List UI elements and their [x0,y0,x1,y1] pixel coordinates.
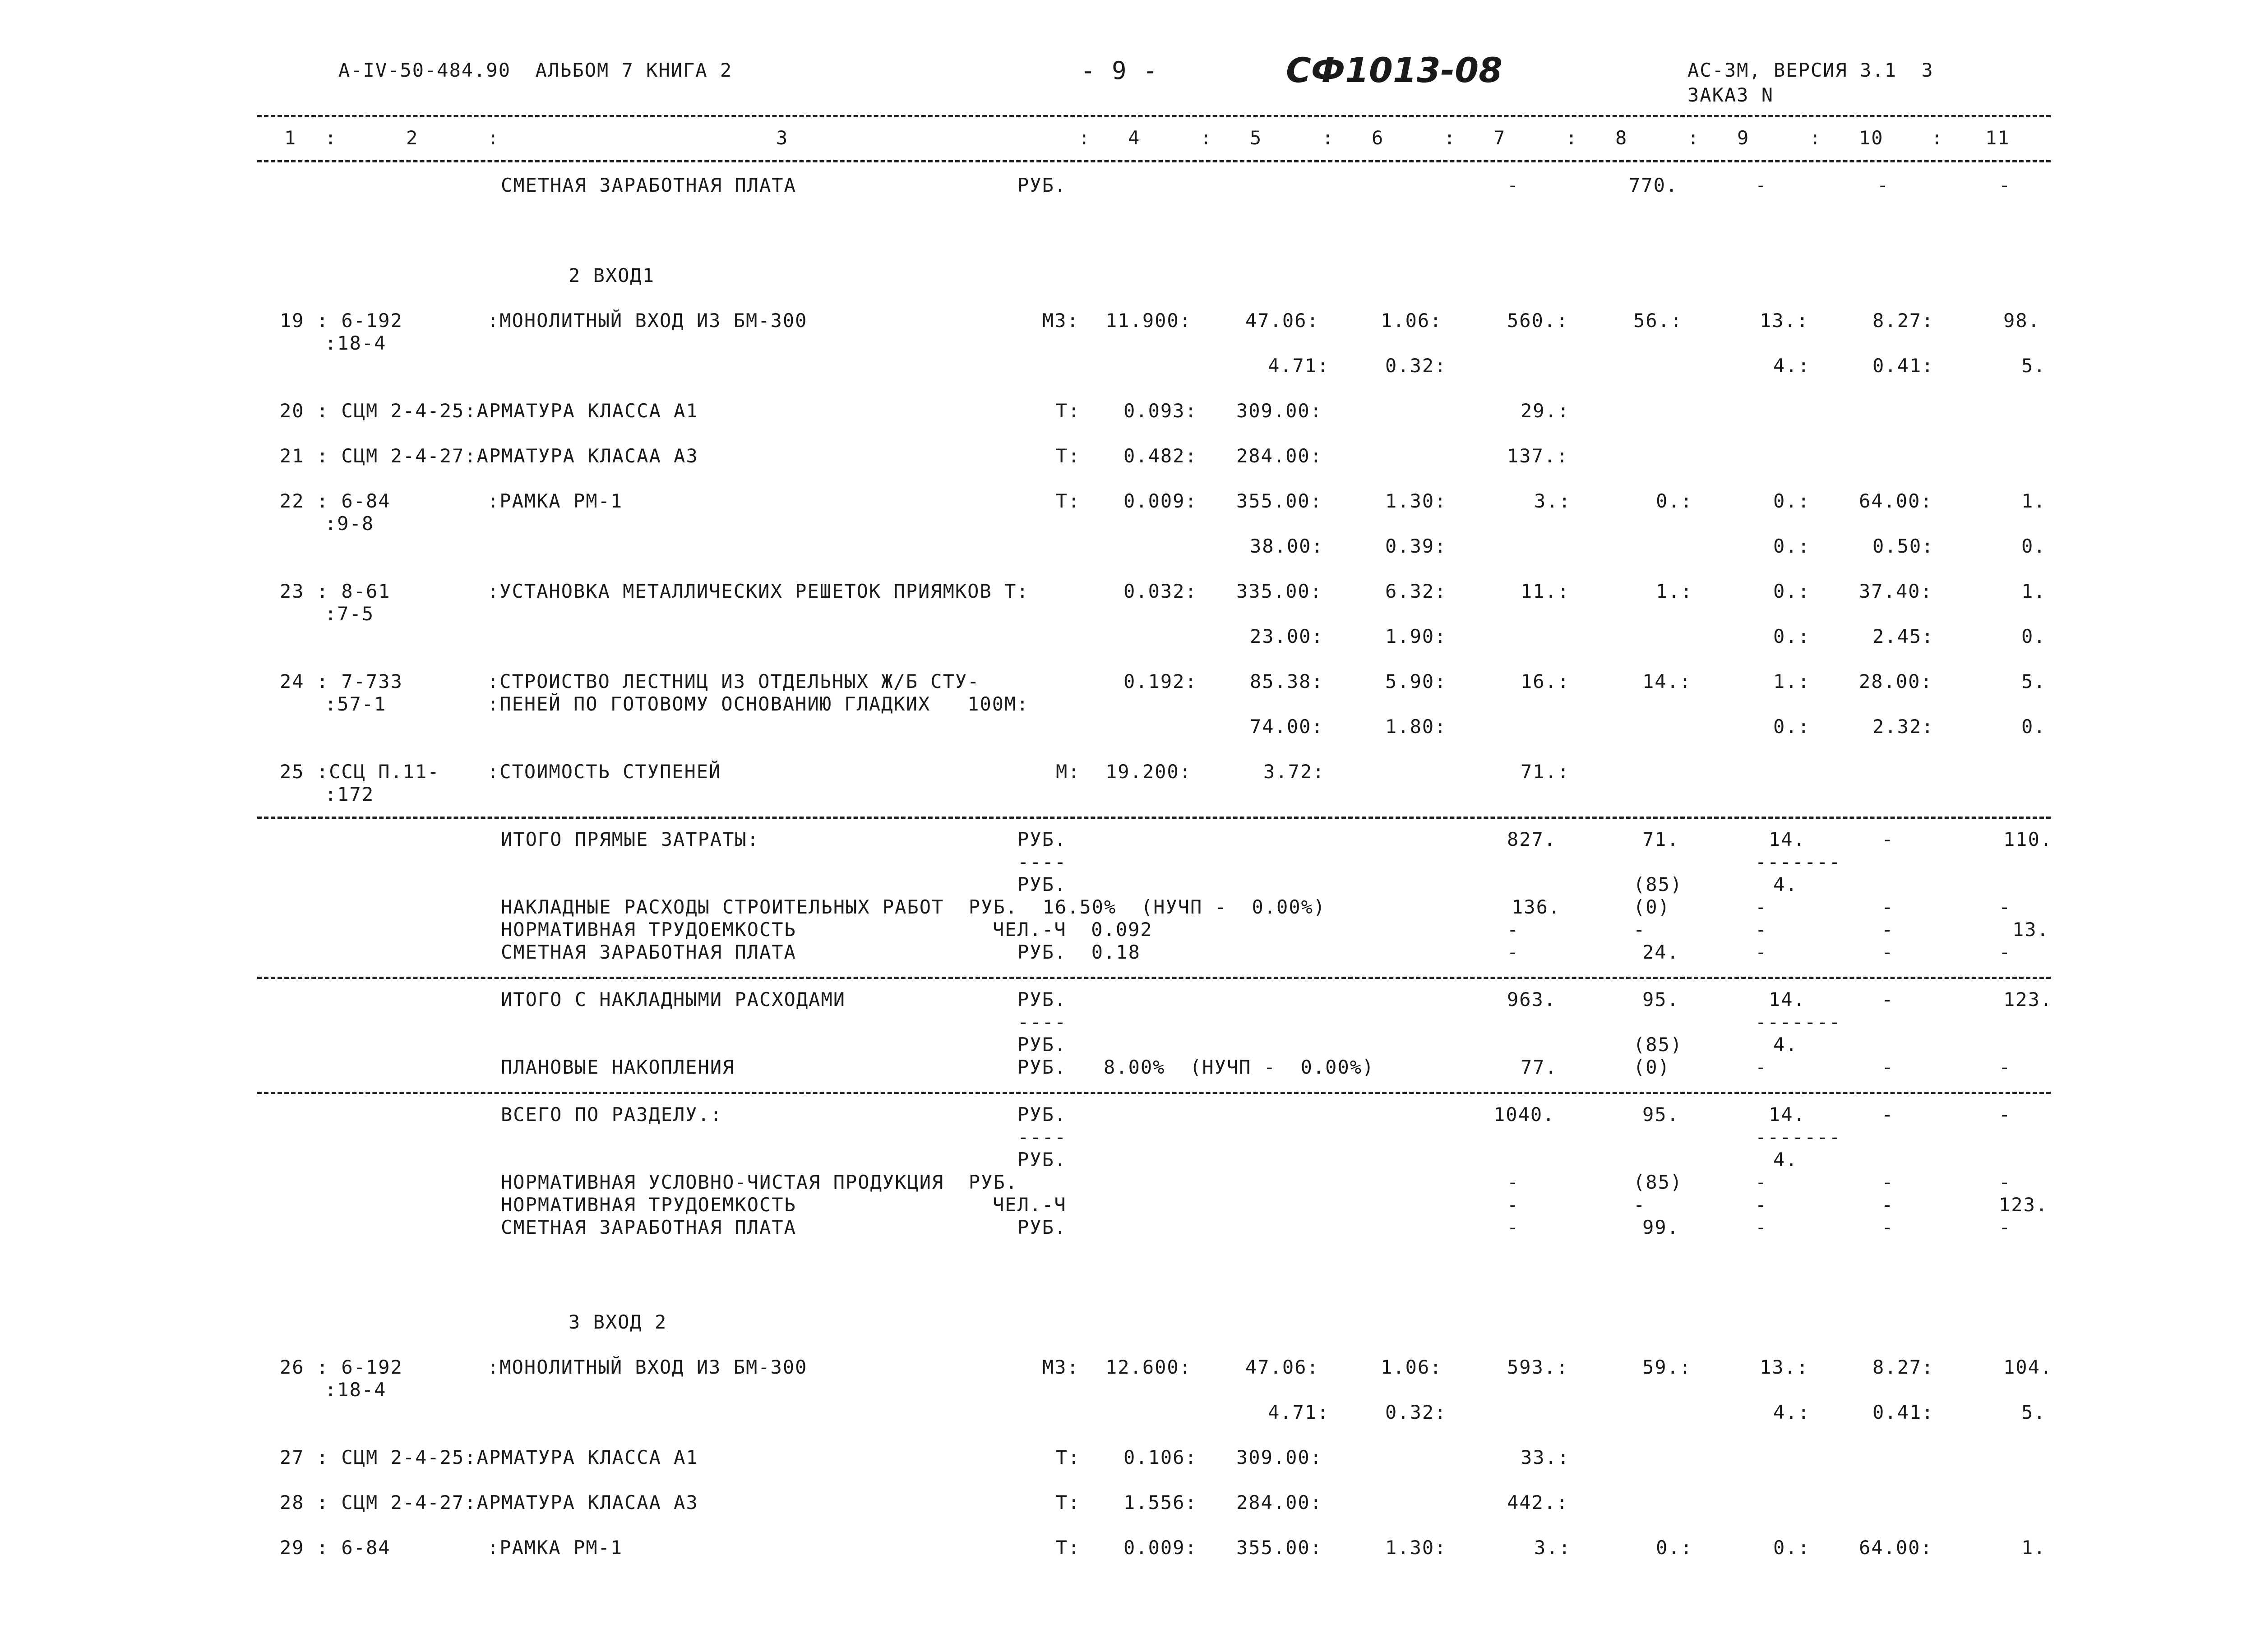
estimate-text-line: 123. [1999,1194,2048,1216]
estimate-text-line: 1.80: [1385,715,1447,738]
estimate-text-line: 0.: [1773,1537,1810,1559]
estimate-text-line: 47.06: [1245,1356,1319,1378]
estimate-text-line: 1.: [1656,580,1693,602]
estimate-text-line: 2.32: [1872,715,1934,738]
estimate-text-line: 5. [2021,355,2046,377]
col-sep-10: : [1931,127,1944,149]
estimate-text-line: - [1633,918,1646,941]
estimate-text-line: 0.482: [1123,445,1197,467]
estimate-text-line: 99. [1642,1216,1679,1238]
estimate-text-line: 2 ВХОД1 [569,264,655,286]
estimate-text-line: 95. [1642,1103,1679,1126]
col-6: 6 [1372,127,1384,149]
estimate-text-line: 963. [1507,988,1557,1011]
estimate-text-line: 1.556: [1123,1491,1197,1514]
estimate-text-line: 14. [1769,988,1806,1011]
estimate-text-line: - [1507,174,1520,196]
estimate-text-line: 4. [1773,873,1798,895]
estimate-text-line: - [1999,941,2011,963]
estimate-text-line: РУБ. [1017,873,1067,895]
estimate-text-line: 0.: [1773,625,1810,647]
estimate-text-line: :СТОИМОСТЬ СТУПЕНЕЙ [487,761,721,783]
estimate-text-line: - [1755,1216,1768,1238]
estimate-text-line: 12.600: [1105,1356,1192,1378]
estimate-text-line: 26 : 6-192 [280,1356,403,1378]
estimate-text-line: 0.32: [1385,355,1447,377]
estimate-text-line: 23.00: [1250,625,1324,647]
col-2: 2 [406,127,419,149]
estimate-text-line: 27 : СЦМ 2-4-25:АРМАТУРА КЛАССА А1 [280,1446,698,1468]
estimate-text-line: (0) [1633,896,1670,918]
estimate-text-line: - [1882,988,1894,1011]
estimate-text-line: 19.200: [1105,761,1192,783]
col-sep-4: : [1200,127,1213,149]
estimate-text-line: 0.50: [1872,535,1934,557]
estimate-text-line: 0.41: [1872,355,1934,377]
estimate-text-line: 0.: [1773,490,1810,512]
col-sep-5: : [1322,127,1335,149]
estimate-text-line: 28 : СЦМ 2-4-27:АРМАТУРА КЛАСАА А3 [280,1491,698,1514]
software-version: АС-3М, ВЕРСИЯ 3.1 3 [1687,59,1934,81]
estimate-text-line: - [1882,828,1894,850]
estimate-text-line: 827. [1507,828,1557,850]
estimate-text-line: 13.: [1760,1356,1809,1378]
estimate-text-line: 56.: [1633,309,1683,332]
estimate-text-line: 309.00: [1236,400,1323,422]
estimate-text-line: 95. [1642,988,1679,1011]
estimate-text-line: 23 : 8-61 [280,580,391,602]
estimate-text-line: 4. [1773,1149,1798,1171]
estimate-text-line: - [1755,941,1768,963]
estimate-text-line: - [1882,1103,1894,1126]
estimate-text-line: 38.00: [1250,535,1324,557]
album-reference: А-IV-50-484.90 АЛЬБОМ 7 КНИГА 2 [338,59,733,81]
estimate-text-line: РУБ. [1017,1103,1067,1126]
estimate-text-line: - [1755,1056,1768,1078]
estimate-text-line: :МОНОЛИТНЫЙ ВХОД ИЗ БМ-300 [487,1356,808,1378]
estimate-text-line: 4.: [1773,355,1810,377]
estimate-text-line: - [1882,1056,1894,1078]
estimate-text-line: 335.00: [1236,580,1323,602]
estimate-text-line: 0.: [1773,535,1810,557]
estimate-text-line: 4.71: [1268,1401,1330,1423]
estimate-text-line: 28.00: [1859,670,1933,692]
estimate-text-line: :МОНОЛИТНЫЙ ВХОД ИЗ БМ-300 [487,309,808,332]
estimate-text-line: М: [1056,761,1081,783]
estimate-text-line: 14. [1769,1103,1806,1126]
estimate-text-line: :57-1 [325,693,387,715]
estimate-text-line: 770. [1629,174,1678,196]
estimate-text-line: ВСЕГО ПО РАЗДЕЛУ.: [501,1103,723,1126]
estimate-text-line: 0.: [1773,715,1810,738]
estimate-text-line: ---- [1017,1011,1067,1033]
estimate-text-line: - [1882,1194,1894,1216]
estimate-text-line: 77. [1521,1056,1558,1078]
estimate-text-line: 13.: [1760,309,1809,332]
estimate-text-line: 25 :ССЦ П.11- [280,761,440,783]
estimate-text-line: - [1507,918,1520,941]
estimate-text-line: 13. [2012,918,2049,941]
estimate-text-line: - [1882,1171,1894,1193]
estimate-text-line: 74.00: [1250,715,1324,738]
handwritten-document-code: СФ1013-08 [1286,50,1502,90]
estimate-text-line: ------- [1755,1126,1842,1148]
estimate-text-line: 284.00: [1236,445,1323,467]
estimate-text-line: ЧЕЛ.-Ч [993,1194,1067,1216]
estimate-text-line: 0.009: [1123,1537,1197,1559]
estimate-text-line: ЧЕЛ.-Ч 0.092 [993,918,1153,941]
col-1: 1 [284,127,297,149]
estimate-text-line: 20 : СЦМ 2-4-25:АРМАТУРА КЛАССА А1 [280,400,698,422]
estimate-text-line: 104. [2003,1356,2053,1378]
estimate-text-line: 136. [1512,896,1561,918]
estimate-text-line: РУБ. 8.00% (НУЧП - 0.00%) [1017,1056,1375,1078]
estimate-text-line: 33.: [1521,1446,1570,1468]
estimate-text-line: 1040. [1493,1103,1555,1126]
estimate-text-line: НАКЛАДНЫЕ РАСХОДЫ СТРОИТЕЛЬНЫХ РАБОТ РУБ. 16.50% (НУЧП - 0.00%) [501,896,1326,918]
estimate-text-line: 5. [2021,1401,2046,1423]
estimate-text-line: - [1999,1056,2011,1078]
estimate-text-line: НОРМАТИВНАЯ ТРУДОЕМКОСТЬ [501,918,796,941]
estimate-text-line: - [1999,1103,2011,1126]
estimate-text-line: 24 : 7-733 [280,670,403,692]
estimate-text-line: ---- [1017,851,1067,873]
estimate-text-line: - [1882,1216,1894,1238]
estimate-text-line: НОРМАТИВНАЯ УСЛОВНО-ЧИСТАЯ ПРОДУКЦИЯ РУБ. [501,1171,1018,1193]
estimate-text-line: РУБ. [1017,1216,1067,1238]
estimate-text-line: - [1999,174,2011,196]
estimate-text-line: :172 [325,783,374,805]
estimate-text-line: - [1882,918,1894,941]
estimate-text-line: 4.: [1773,1401,1810,1423]
estimate-text-line: 16.: [1521,670,1570,692]
estimate-text-line: 0.192: [1123,670,1197,692]
estimate-text-line: Т: [1056,1491,1081,1514]
estimate-text-line: :СТРОИСТВО ЛЕСТНИЦ ИЗ ОТДЕЛЬНЫХ Ж/Б СТУ- [487,670,980,692]
estimate-text-line: - [1633,1194,1646,1216]
estimate-text-line: :18-4 [325,1379,387,1401]
estimate-text-line: 1.06: [1381,309,1442,332]
estimate-text-line: - [1882,941,1894,963]
estimate-text-line: НОРМАТИВНАЯ ТРУДОЕМКОСТЬ [501,1194,796,1216]
estimate-text-line: 1. [2021,490,2046,512]
estimate-text-line: 71. [1642,828,1679,850]
col-sep-7: : [1566,127,1578,149]
col-sep-8: : [1687,127,1700,149]
estimate-text-line: 560.: [1507,309,1569,332]
estimate-text-line: СМЕТНАЯ ЗАРАБОТНАЯ ПЛАТА [501,174,796,196]
estimate-text-line: РУБ. [1017,828,1067,850]
estimate-text-line: 355.00: [1236,490,1323,512]
estimate-text-line: (85) [1633,1034,1683,1056]
estimate-text-line: 355.00: [1236,1537,1323,1559]
estimate-text-line: 11.: [1521,580,1570,602]
estimate-text-line: Т: [1056,445,1081,467]
estimate-text-line: 137.: [1507,445,1569,467]
estimate-text-line: :РАМКА РМ-1 [487,490,623,512]
col-3: 3 [776,127,789,149]
estimate-text-line: 0.39: [1385,535,1447,557]
estimate-text-line: 2.45: [1872,625,1934,647]
estimate-text-line: 21 : СЦМ 2-4-27:АРМАТУРА КЛАСАА А3 [280,445,698,467]
estimate-text-line: 593.: [1507,1356,1569,1378]
estimate-text-line: 0.41: [1872,1401,1934,1423]
estimate-text-line: РУБ. [1017,1149,1067,1171]
estimate-text-line: 98. [2003,309,2040,332]
estimate-text-line: ИТОГО ПРЯМЫЕ ЗАТРАТЫ: [501,828,760,850]
estimate-text-line: 0.32: [1385,1401,1447,1423]
estimate-text-line: 0. [2021,715,2046,738]
estimate-text-line: ИТОГО С НАКЛАДНЫМИ РАСХОДАМИ [501,988,846,1011]
estimate-text-line: 47.06: [1245,309,1319,332]
estimate-text-line: 3 ВХОД 2 [569,1311,667,1333]
estimate-text-line: ------- [1755,1011,1842,1033]
estimate-text-line: 123. [2003,988,2053,1011]
col-sep-3: : [1078,127,1091,149]
estimate-text-line: :9-8 [325,512,374,535]
estimate-text-line: :18-4 [325,332,387,354]
estimate-text-line: - [1882,896,1894,918]
estimate-text-line: :ПЕНЕЙ ПО ГОТОВОМУ ОСНОВАНИЮ ГЛАДКИХ 100М: [487,693,1029,715]
col-8: 8 [1615,127,1628,149]
estimate-text-line: Т: [1056,400,1081,422]
estimate-text-line: - [1999,1171,2011,1193]
estimate-text-line: 14.: [1642,670,1692,692]
estimate-text-line: Т: [1056,1537,1081,1559]
estimate-text-line: :УСТАНОВКА МЕТАЛЛИЧЕСКИХ РЕШЕТОК ПРИЯМКОВ Т: [487,580,1029,602]
estimate-text-line: 1.: [1773,670,1810,692]
estimate-text-line: - [1755,1171,1768,1193]
estimate-text-line: - [1755,918,1768,941]
estimate-text-line: 85.38: [1250,670,1324,692]
estimate-text-line: - [1999,896,2011,918]
estimate-text-line: - [1507,941,1520,963]
col-4: 4 [1128,127,1141,149]
estimate-text-line: (85) [1633,1171,1683,1193]
estimate-text-line: 5. [2021,670,2046,692]
estimate-text-line: (0) [1633,1056,1670,1078]
estimate-text-line: 309.00: [1236,1446,1323,1468]
col-5: 5 [1250,127,1262,149]
col-sep-2: : [487,127,500,149]
estimate-text-line: 442.: [1507,1491,1569,1514]
page-number: - 9 - [1081,56,1159,85]
col-sep-9: : [1809,127,1822,149]
estimate-text-line: :РАМКА РМ-1 [487,1537,623,1559]
estimate-text-line: 0.: [1773,580,1810,602]
estimate-text-line: 3.: [1534,1537,1571,1559]
estimate-text-line: РУБ. [1017,988,1067,1011]
estimate-text-line: 59.: [1642,1356,1692,1378]
estimate-text-line: 110. [2003,828,2053,850]
estimate-text-line: (85) [1633,873,1683,895]
estimate-text-line: - [1507,1171,1520,1193]
estimate-text-line: 3.72: [1263,761,1325,783]
estimate-text-line: Т: [1056,490,1081,512]
estimate-text-line: 0.: [1656,1537,1693,1559]
col-sep-6: : [1444,127,1456,149]
estimate-text-line: 22 : 6-84 [280,490,391,512]
estimate-text-line: 5.90: [1385,670,1447,692]
estimate-text-line: - [1755,174,1768,196]
estimate-text-line: 0.009: [1123,490,1197,512]
estimate-text-line: 284.00: [1236,1491,1323,1514]
estimate-text-line: 1.90: [1385,625,1447,647]
estimate-text-line: - [1755,896,1768,918]
estimate-text-line: 29.: [1521,400,1570,422]
estimate-text-line: РУБ. [1017,174,1067,196]
estimate-text-line: 64.00: [1859,1537,1933,1559]
estimate-text-line: МЗ: [1042,1356,1079,1378]
estimate-text-line: 1. [2021,1537,2046,1559]
estimate-text-line: ---- [1017,1126,1067,1148]
estimate-text-line: :7-5 [325,603,374,625]
estimate-text-line: 4. [1773,1034,1798,1056]
col-11: 11 [1985,127,2010,149]
estimate-text-line: 4.71: [1268,355,1330,377]
estimate-text-line: Т: [1056,1446,1081,1468]
estimate-text-line: 19 : 6-192 [280,309,403,332]
estimate-text-line: 6.32: [1385,580,1447,602]
estimate-text-line: РУБ. [1017,1034,1067,1056]
estimate-text-line: СМЕТНАЯ ЗАРАБОТНАЯ ПЛАТА [501,941,796,963]
order-number: ЗАКАЗ N [1687,84,1774,106]
estimate-text-line: МЗ: [1042,309,1079,332]
estimate-text-line: - [1999,1216,2011,1238]
estimate-text-line: 29 : 6-84 [280,1537,391,1559]
estimate-text-line: 1.30: [1385,490,1447,512]
estimate-text-line: 1.30: [1385,1537,1447,1559]
estimate-text-line: 37.40: [1859,580,1933,602]
estimate-text-line: СМЕТНАЯ ЗАРАБОТНАЯ ПЛАТА [501,1216,796,1238]
col-7: 7 [1493,127,1506,149]
estimate-text-line: 1.06: [1381,1356,1442,1378]
estimate-text-line: РУБ. 0.18 [1017,941,1141,963]
estimate-text-line: - [1755,1194,1768,1216]
estimate-text-line: 24. [1642,941,1679,963]
estimate-text-line: - [1507,1194,1520,1216]
estimate-text-line: 64.00: [1859,490,1933,512]
estimate-text-line: - [1877,174,1890,196]
col-sep-1: : [325,127,337,149]
estimate-text-line: 71.: [1521,761,1570,783]
col-9: 9 [1737,127,1750,149]
estimate-text-line: 0. [2021,625,2046,647]
estimate-text-line: 0.: [1656,490,1693,512]
estimate-text-line: - [1507,1216,1520,1238]
estimate-text-line: 8.27: [1872,309,1934,332]
estimate-text-line: 0.106: [1123,1446,1197,1468]
estimate-text-line: 1. [2021,580,2046,602]
estimate-text-line: 0. [2021,535,2046,557]
estimate-text-line: ------- [1755,851,1842,873]
estimate-text-line: ПЛАНОВЫЕ НАКОПЛЕНИЯ [501,1056,735,1078]
estimate-text-line: 0.093: [1123,400,1197,422]
estimate-text-line: 11.900: [1105,309,1192,332]
estimate-text-line: 8.27: [1872,1356,1934,1378]
col-10: 10 [1859,127,1884,149]
estimate-text-line: 0.032: [1123,580,1197,602]
estimate-text-line: 3.: [1534,490,1571,512]
estimate-text-line: 14. [1769,828,1806,850]
